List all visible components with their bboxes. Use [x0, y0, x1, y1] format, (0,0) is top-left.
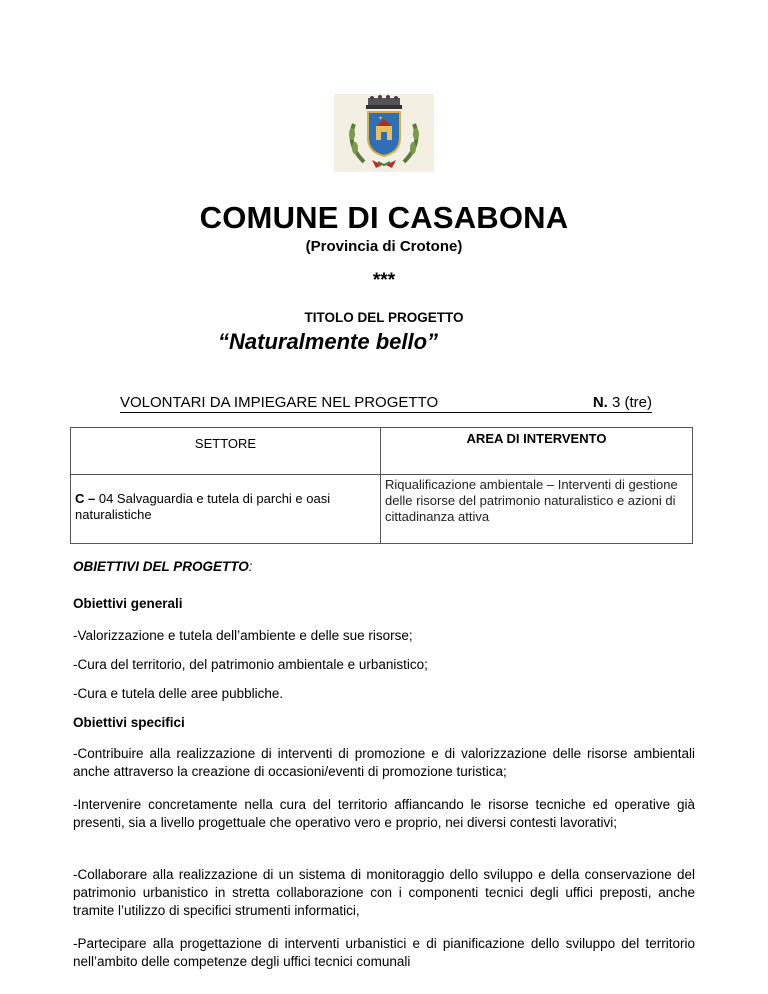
municipality-title: COMUNE DI CASABONA: [199, 200, 569, 235]
specific-objective-item: -Collaborare alla realizzazione di un sistema di monitoraggio dello sviluppo e della conservazione del patrimonio urbanistico in stretta collaborazione con i componenti tecnici degli uffici preposti, anche tramite l’utilizzo di specifici strumenti informatici,: [73, 867, 695, 918]
general-objective-item: -Valorizzazione e tutela dell’ambiente e delle sue risorse;: [73, 628, 413, 643]
volunteers-label: VOLONTARI DA IMPIEGARE NEL PROGETTO: [120, 394, 439, 411]
area-header: AREA DI INTERVENTO: [466, 431, 607, 446]
volunteers-count-prefix: N.: [592, 394, 608, 411]
specific-objective-item: -Contribuire alla realizzazione di interventi di promozione e di valorizzazione delle risorse ambientali anche attraverso la creazione di occasioni/eventi di promozione turistica;: [73, 746, 695, 779]
area-header-cell: [381, 428, 693, 475]
settore-code: C –: [75, 491, 96, 506]
volunteers-count: [593, 394, 652, 411]
volunteers-count-value: 3 (tre): [611, 394, 652, 411]
general-objective-item: -Cura e tutela delle aree pubbliche.: [73, 686, 284, 701]
sector-area-table: [70, 427, 693, 544]
area-text: Riqualificazione ambientale – Interventi di gestione delle risorse del patrimonio naturalistico e azioni di cittadinanza attiva: [385, 477, 678, 524]
specific-objective-item: -Partecipare alla progettazione di interventi urbanistici e di pianificazione dello sviluppo del territorio nell’ambito delle competenze degli uffici tecnici comunali: [73, 936, 695, 969]
settore-header-cell: [71, 428, 381, 475]
specific-objective-item: -Intervenire concretamente nella cura del territorio affiancando le risorse tecniche ed operative già presenti, sia a livello progettuale che operativo vero e proprio, nei diversi contesti lavorativi;: [73, 797, 695, 830]
province-subtitle: (Provincia di Crotone): [305, 238, 463, 255]
volunteers-line: [120, 394, 652, 413]
svg-text:✦: ✦: [378, 116, 384, 122]
specific-objectives-heading: Obiettivi specifici: [73, 715, 185, 730]
settore-header: SETTORE: [194, 436, 257, 451]
general-objective-item: -Cura del territorio, del patrimonio ambientale e urbanistico;: [73, 657, 428, 672]
objectives-title: [73, 559, 253, 574]
project-title-label: TITOLO DEL PROGETTO: [304, 310, 464, 325]
separator-stars: ***: [372, 270, 396, 291]
general-objectives-heading: Obiettivi generali: [73, 596, 183, 611]
settore-text: 04 Salvaguardia e tutela di parchi e oasi naturalistiche: [75, 491, 331, 522]
project-name: “Naturalmente bello”: [218, 329, 439, 354]
area-value-cell: [381, 475, 693, 544]
objectives-title-text: OBIETTIVI DEL PROGETTO: [73, 559, 249, 574]
settore-value-cell: [71, 475, 381, 544]
coat-of-arms-logo: [334, 94, 434, 172]
objectives-title-suffix: :: [248, 559, 253, 574]
